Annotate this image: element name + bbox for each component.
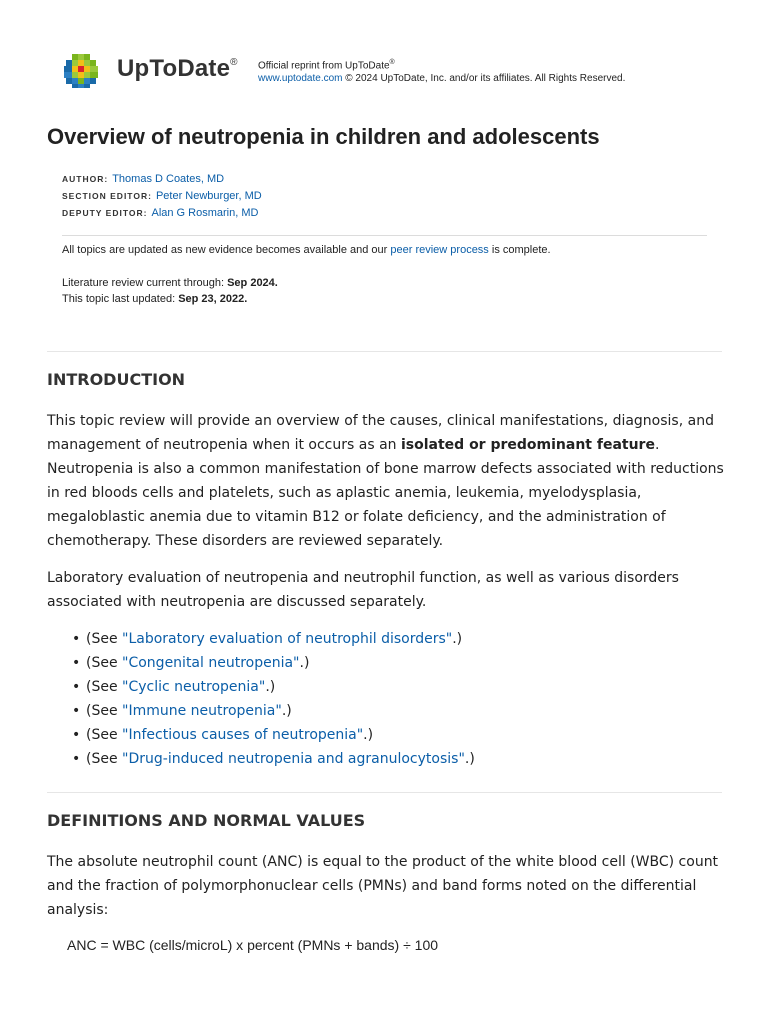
anc-formula: ANC = WBC (cells/microL) x percent (PMNs + bands) ÷ 100	[67, 937, 439, 953]
section-divider	[47, 351, 722, 352]
credit-author: AUTHOR: Thomas D Coates, MD	[62, 173, 225, 185]
see-link-cyclic[interactable]: "Cyclic neutropenia"	[122, 679, 266, 695]
credit-deputy-editor: DEPUTY EDITOR: Alan G Rosmarin, MD	[62, 207, 259, 219]
credit-section-editor: SECTION EDITOR: Peter Newburger, MD	[62, 190, 262, 202]
peer-review-link[interactable]: peer review process	[390, 244, 489, 256]
reprint-notice: Official reprint from UpToDate® www.uptodate.com © 2024 UpToDate, Inc. and/or its affiliates. All Rights Reserved.	[258, 59, 626, 85]
see-link-congenital[interactable]: "Congenital neutropenia"	[122, 655, 300, 671]
brand-name: UpToDate®	[117, 55, 238, 82]
list-item: • (See "Immune neutropenia".)	[72, 699, 475, 723]
list-item: • (See "Cyclic neutropenia".)	[72, 675, 475, 699]
divider	[62, 235, 707, 236]
see-link-drug-induced[interactable]: "Drug-induced neutropenia and agranulocytosis"	[122, 751, 465, 767]
intro-paragraph-2: Laboratory evaluation of neutropenia and neutrophil function, as well as various disorders associated with neutropenia are discussed separately.	[47, 570, 679, 610]
section-divider	[47, 792, 722, 793]
intro-paragraph-1: This topic review will provide an overview of the causes, clinical manifestations, diagnosis, and management of neutropenia when it occurs as an isolated or predominant feature. Neutropenia is also a common manifestation of bone marrow defects associated with reductions in red bloods cells and platelets, such as aplastic anemia, leukemia, myelodysplasia, megaloblastic anemia due to vitamin B12 or folate deficiency, and the administration of chemotherapy. These disorders are reviewed separately.	[47, 413, 724, 549]
author-link[interactable]: Thomas D Coates, MD	[112, 173, 225, 185]
list-item: • (See "Laboratory evaluation of neutrophil disorders".)	[72, 627, 475, 651]
list-item: • (See "Infectious causes of neutropenia".)	[72, 723, 475, 747]
see-link-infectious[interactable]: "Infectious causes of neutropenia"	[122, 727, 364, 743]
uptodate-site-link[interactable]: www.uptodate.com	[258, 73, 343, 85]
list-item: • (See "Congenital neutropenia".)	[72, 651, 475, 675]
see-link-lab-evaluation[interactable]: "Laboratory evaluation of neutrophil disorders"	[122, 631, 453, 647]
literature-dates: Literature review current through: Sep 2024. This topic last updated: Sep 23, 2022.	[62, 277, 278, 305]
list-item: • (See "Drug-induced neutropenia and agranulocytosis".)	[72, 747, 475, 771]
page-title: Overview of neutropenia in children and adolescents	[47, 124, 600, 149]
see-link-immune[interactable]: "Immune neutropenia"	[122, 703, 282, 719]
uptodate-logo-icon	[62, 52, 100, 90]
credits-block	[62, 171, 262, 222]
section-editor-link[interactable]: Peter Newburger, MD	[155, 190, 262, 202]
definitions-heading: DEFINITIONS AND NORMAL VALUES	[47, 811, 366, 830]
definitions-paragraph: The absolute neutrophil count (ANC) is equal to the product of the white blood cell (WBC) count and the fraction of polymorphonuclear cells (PMNs) and band forms noted on the differential analysis:	[47, 854, 719, 918]
introduction-heading: INTRODUCTION	[47, 370, 186, 389]
deputy-editor-link[interactable]: Alan G Rosmarin, MD	[151, 207, 259, 219]
update-note: All topics are updated as new evidence becomes available and our peer review process is complete.	[62, 244, 551, 256]
page-header	[62, 50, 722, 90]
see-also-list	[72, 627, 475, 771]
